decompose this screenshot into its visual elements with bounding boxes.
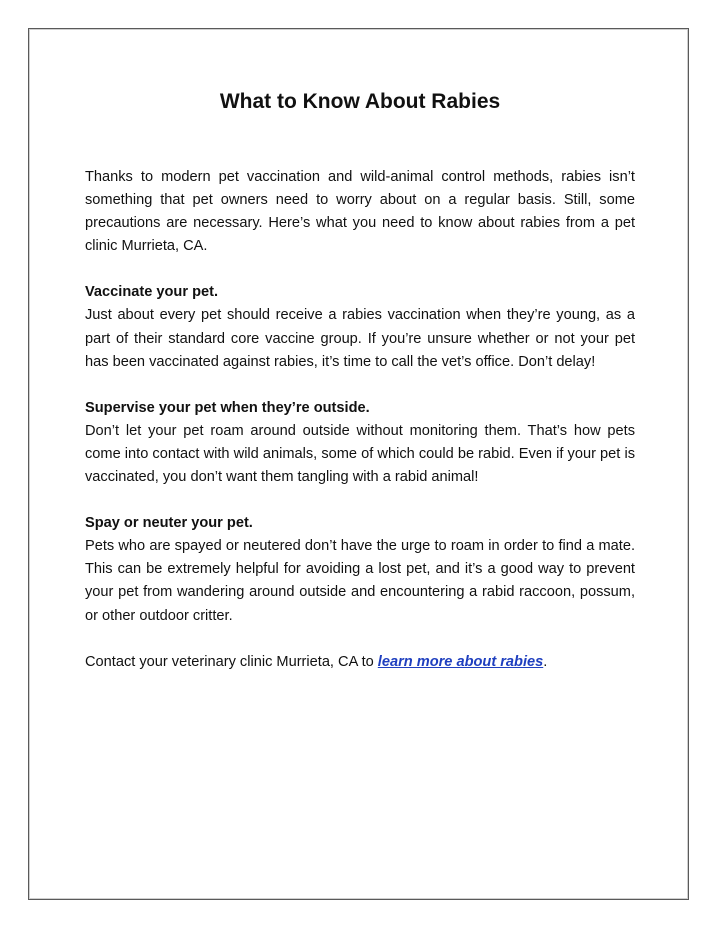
section-body: Pets who are spayed or neutered don’t have the urge to roam in order to find a mate. This can be extremely helpful for avoiding a lost pet, and it’s a good way to prevent your pet from wandering around outside and encountering a rabid raccoon, possum, or other outdoor critter. (85, 538, 635, 624)
section-supervise (85, 397, 635, 489)
section-heading: Supervise your pet when they’re outside. (85, 399, 370, 416)
section-heading: Spay or neuter your pet. (85, 515, 253, 532)
document-title: What to Know About Rabies (219, 90, 501, 113)
closing-text-after: . (543, 653, 548, 670)
section-heading: Vaccinate your pet. (85, 284, 219, 301)
intro-paragraph: Thanks to modern pet vaccination and wild-animal control methods, rabies isn’t something that pet owners need to worry about on a regular basis. Still, some precautions are necessary. Here’s what you need to know about rabies from a pet clinic Murrieta, CA. (85, 169, 635, 255)
section-body: Just about every pet should receive a rabies vaccination when they’re young, as a part of their standard core vaccine group. If you’re unsure whether or not your pet has been vaccinated against rabies, it’s time to call the vet’s office. Don’t delay! (85, 307, 635, 370)
section-spay-neuter (85, 512, 635, 627)
section-vaccinate (85, 281, 635, 373)
closing-text-before: Contact your veterinary clinic Murrieta, CA to (85, 653, 378, 670)
closing-paragraph (85, 651, 635, 674)
document-body (85, 166, 635, 674)
section-body: Don’t let your pet roam around outside without monitoring them. That’s how pets come into contact with wild animals, some of which could be rabid. Even if your pet is vaccinated, you don’t want them tangling with a rabid animal! (85, 422, 635, 486)
learn-more-link[interactable]: learn more about rabies (377, 653, 544, 670)
